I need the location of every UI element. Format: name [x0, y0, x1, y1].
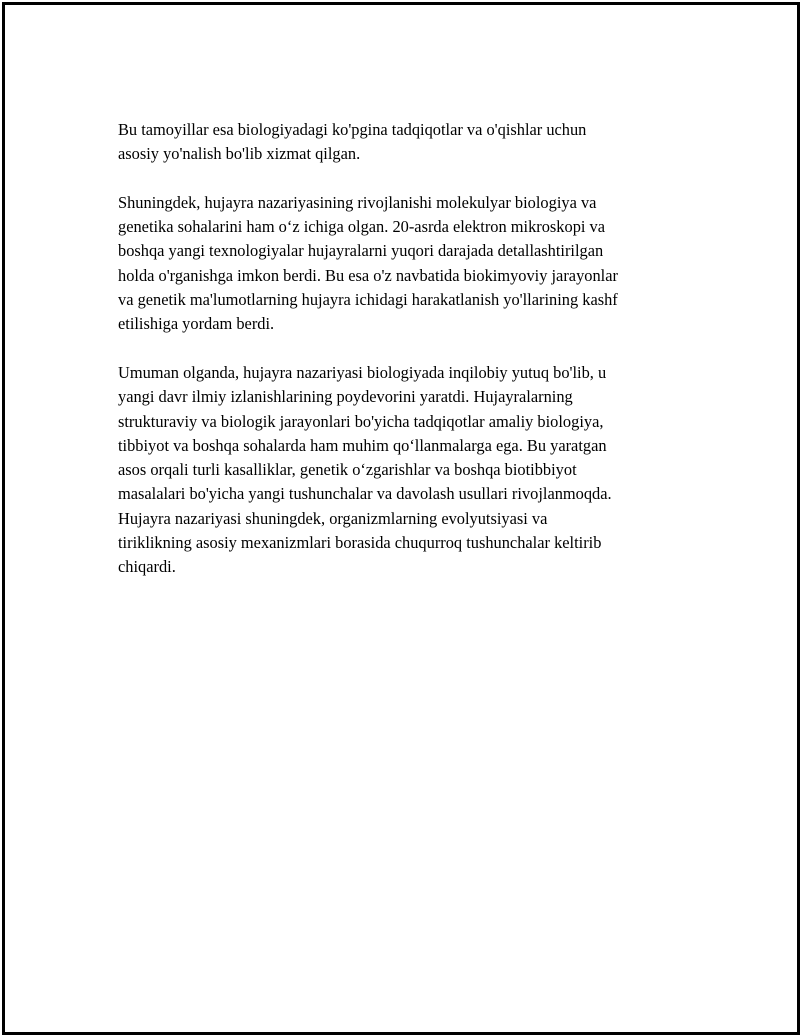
text-line: etilishiga yordam berdi.: [118, 314, 275, 334]
text-line: holda o'rganishga imkon berdi. Bu esa o'z navbatida biokimyoviy jarayonlar: [118, 265, 618, 285]
text-line: boshqa yangi texnologiyalar hujayralarni yuqori darajada detallashtirilgan: [118, 241, 604, 261]
paragraph-3: [118, 361, 678, 580]
text-line: strukturaviy va biologik jarayonlari bo'yicha tadqiqotlar amaliy biologiya,: [118, 411, 604, 431]
text-line: Shuningdek, hujayra nazariyasining rivojlanishi molekulyar biologiya va: [118, 192, 597, 212]
text-line: masalalari bo'yicha yangi tushunchalar va davolash usullari rivojlanmoqda.: [118, 484, 612, 504]
text-line: tiriklikning asosiy mexanizmlari borasida chuqurroq tushunchalar keltirib: [118, 533, 602, 553]
text-line: va genetik ma'lumotlarning hujayra ichidagi harakatlanish yo'llarining kashf: [118, 290, 618, 310]
paragraph-2: [118, 191, 678, 337]
text-line: chiqardi.: [118, 557, 176, 577]
text-line: asosiy yo'nalish bo'lib xizmat qilgan.: [118, 144, 361, 164]
text-line: tibbiyot va boshqa sohalarda ham muhim qo‘llanmalarga ega. Bu yaratgan: [118, 435, 607, 455]
text-line: Bu tamoyillar esa biologiyadagi ko'pgina tadqiqotlar va o'qishlar uchun: [118, 120, 587, 139]
text-line: Umuman olganda, hujayra nazariyasi biologiyada inqilobiy yutuq bo'lib, u: [118, 362, 607, 382]
text-line: yangi davr ilmiy izlanishlarining poydevorini yaratdi. Hujayralarning: [118, 387, 573, 407]
document-body: [118, 118, 678, 604]
text-line: asos orqali turli kasalliklar, genetik o‘zgarishlar va boshqa biotibbiyot: [118, 460, 577, 480]
paragraph-1: [118, 118, 678, 167]
text-line: Hujayra nazariyasi shuningdek, organizmlarning evolyutsiyasi va: [118, 508, 548, 528]
text-line: genetika sohalarini ham o‘z ichiga olgan. 20-asrda elektron mikroskopi va: [118, 217, 606, 237]
